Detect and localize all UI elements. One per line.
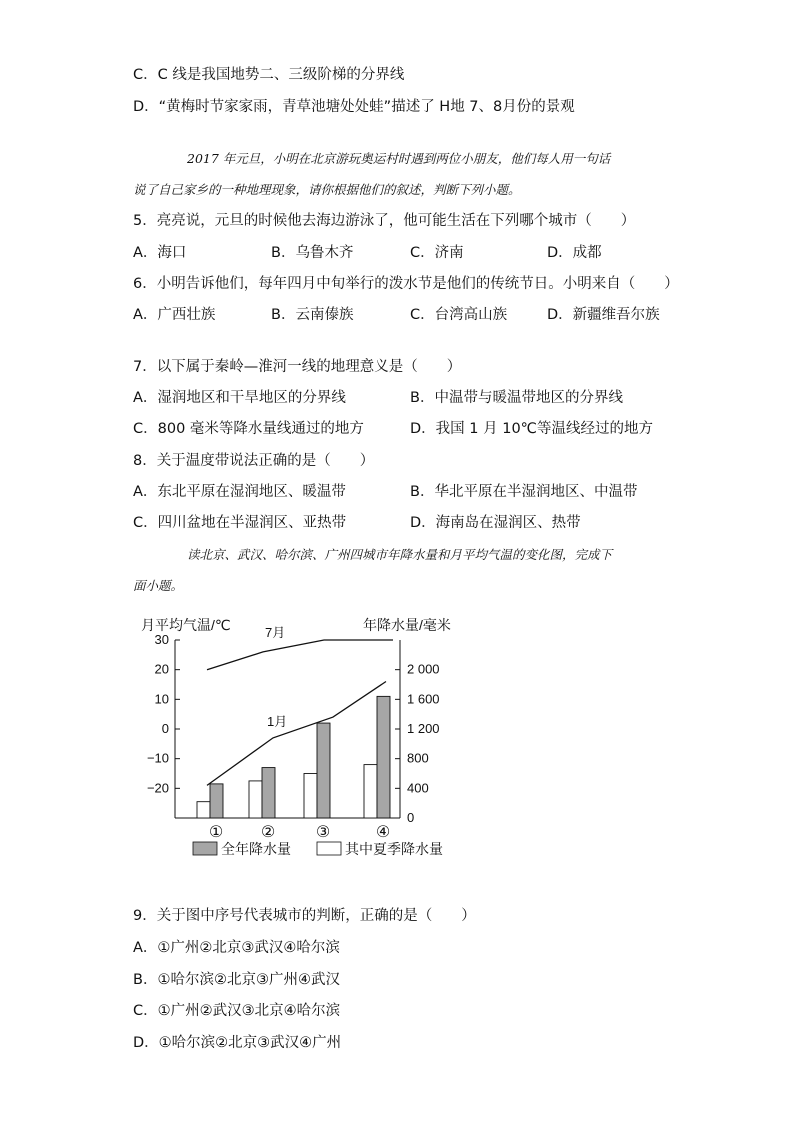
passage1-line1: 2017 年元旦，小明在北京游玩奥运村时遇到两位小朋友，他们每人用一句话 xyxy=(187,151,611,166)
q5-option-d: D．成都 xyxy=(547,245,602,261)
q6-option-d: D．新疆维吾尔族 xyxy=(547,307,660,323)
bar-annual-precip xyxy=(262,768,275,818)
q7-option-d: D．我国 1 月 10℃等温线经过的地方 xyxy=(410,421,653,437)
passage2-line2: 面小题。 xyxy=(133,578,184,593)
q8-option-d: D．海南岛在湿润区、热带 xyxy=(410,515,581,531)
left-tick-label: 20 xyxy=(154,661,169,677)
left-axis-label: 月平均气温/℃ xyxy=(141,617,231,633)
bar-summer-precip xyxy=(197,802,210,818)
q5-option-a: A．海口 xyxy=(133,245,187,261)
right-tick-label: 400 xyxy=(407,780,429,796)
right-tick-label: 1 200 xyxy=(407,721,440,736)
bar-annual-precip xyxy=(317,723,330,818)
category-label: ④ xyxy=(375,824,391,841)
q7-option-a: A．湿润地区和干旱地区的分界线 xyxy=(133,390,346,406)
q6-stem: 6．小明告诉他们，每年四月中旬举行的泼水节是他们的传统节日。小明来自（ ） xyxy=(133,276,679,292)
legend-swatch-summer xyxy=(317,842,341,855)
right-tick-label: 0 xyxy=(407,810,415,825)
january-temp-line xyxy=(207,682,386,786)
passage1-line2: 说了自己家乡的一种地理现象，请你根据他们的叙述，判断下列小题。 xyxy=(133,182,521,197)
q8-option-c: C．四川盆地在半湿润区、亚热带 xyxy=(133,515,347,531)
bar-annual-precip xyxy=(210,784,223,818)
option-d-prev: D．“黄梅时节家家雨，青草池塘处处蛙”描述了 H地 7、8月份的景观 xyxy=(133,99,575,115)
q5-option-c: C．济南 xyxy=(410,245,464,261)
q9-stem: 9．关于图中序号代表城市的判断，正确的是（ ） xyxy=(133,908,476,924)
legend-label-annual: 全年降水量 xyxy=(221,841,291,857)
q7-option-b: B．中温带与暖温带地区的分界线 xyxy=(410,390,623,406)
right-tick-label: 800 xyxy=(407,750,429,766)
left-tick-label: −20 xyxy=(146,780,169,796)
q9-option-d: D．①哈尔滨②北京③武汉④广州 xyxy=(133,1035,342,1051)
q5-stem: 5．亮亮说，元旦的时候他去海边游泳了，他可能生活在下列哪个城市（ ） xyxy=(133,213,636,229)
line-label-january: 1月 xyxy=(267,714,288,729)
q8-option-b: B．华北平原在半湿润地区、中温带 xyxy=(410,484,638,500)
legend-label-summer: 其中夏季降水量 xyxy=(345,841,443,857)
q7-option-c: C．800 毫米等降水量线通过的地方 xyxy=(133,421,364,437)
left-tick-label: 30 xyxy=(154,632,169,647)
category-label: ② xyxy=(260,824,276,841)
bar-annual-precip xyxy=(377,696,390,818)
bar-summer-precip xyxy=(304,774,317,819)
q6-option-a: A．广西壮族 xyxy=(133,307,216,323)
q9-option-c: C．①广州②武汉③北京④哈尔滨 xyxy=(133,1003,341,1019)
q8-stem: 8．关于温度带说法正确的是（ ） xyxy=(133,453,375,469)
climate-chart xyxy=(135,610,480,860)
right-tick-label: 1 600 xyxy=(407,691,440,707)
bar-summer-precip xyxy=(364,765,377,818)
category-label: ① xyxy=(208,824,224,841)
legend-swatch-annual xyxy=(193,842,217,855)
line-label-july: 7月 xyxy=(265,625,286,640)
left-tick-label: 0 xyxy=(161,721,169,736)
q6-option-b: B．云南傣族 xyxy=(271,307,354,323)
q9-option-a: A．①广州②北京③武汉④哈尔滨 xyxy=(133,940,340,956)
passage2-line1: 读北京、武汉、哈尔滨、广州四城市年降水量和月平均气温的变化图，完成下 xyxy=(187,547,613,562)
q8-option-a: A．东北平原在湿润地区、暖温带 xyxy=(133,484,346,500)
left-tick-label: 10 xyxy=(154,691,169,707)
left-tick-label: −10 xyxy=(146,750,169,766)
q9-option-b: B．①哈尔滨②北京③广州④武汉 xyxy=(133,972,340,988)
bar-summer-precip xyxy=(249,781,262,818)
right-tick-label: 2 000 xyxy=(407,661,440,677)
category-label: ③ xyxy=(315,824,331,841)
july-temp-line xyxy=(207,640,393,670)
q7-stem: 7．以下属于秦岭—淮河一线的地理意义是（ ） xyxy=(133,359,462,375)
q6-option-c: C．台湾高山族 xyxy=(410,307,508,323)
q5-option-b: B．乌鲁木齐 xyxy=(271,245,354,261)
right-axis-label: 年降水量/毫米 xyxy=(363,617,451,633)
option-c-prev: C．C 线是我国地势二、三级阶梯的分界线 xyxy=(133,67,405,83)
